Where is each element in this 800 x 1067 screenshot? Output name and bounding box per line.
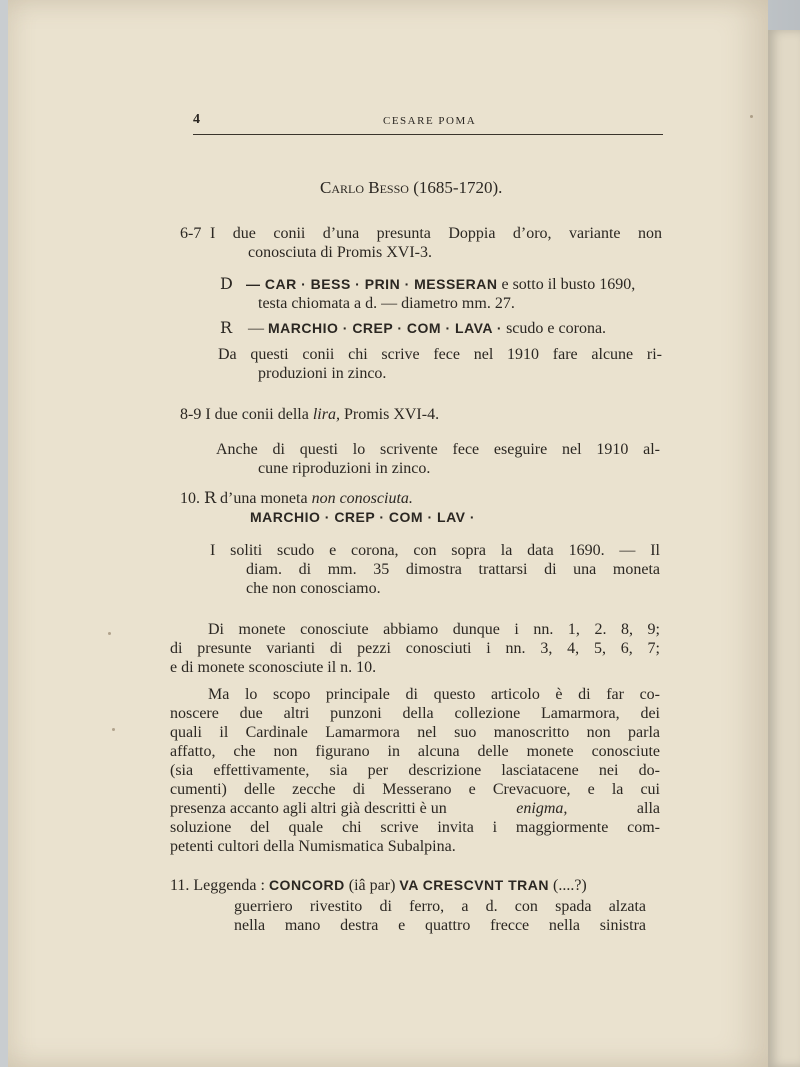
reverse-legend: — MARCHIO · CREP · COM · LAVA · scudo e corona. xyxy=(248,320,607,337)
note-10-line1: I soliti scudo e corona, con sopra la data 1690. — Il xyxy=(210,542,660,559)
entry-6-7-line2: conosciuta di Promis XVI-3. xyxy=(248,244,432,261)
obverse-symbol: D xyxy=(220,274,233,293)
note-10-line2: diam. di mm. 35 dimostra trattarsi di una moneta xyxy=(246,561,660,578)
entry-6-7-num: 6-7 xyxy=(180,225,202,242)
para2-line5: (sia effettivamente, sia per descrizione lasciatacene nei do- xyxy=(170,762,660,779)
obverse-legend-line1: — CAR · BESS · PRIN · MESSERAN e sotto il busto 1690, xyxy=(246,276,636,293)
note-zinc-line2: produzioni in zinco. xyxy=(258,365,387,382)
para2-line2: noscere due altri punzoni della collezione Lamarmora, dei xyxy=(170,705,660,722)
facing-page-edge xyxy=(768,30,800,1067)
para2-line4: affatto, che non figurano in alcuna delle monete conosciute xyxy=(170,743,660,760)
page-number: 4 xyxy=(193,112,200,127)
para1-line3: e di monete sconosciute il n. 10. xyxy=(170,659,377,676)
note-zinc-line1: Da questi conii chi scrive fece nel 1910 fare alcune ri- xyxy=(218,346,662,363)
entry-8-9: 8-9 I due conii della lira, Promis XVI-4. xyxy=(180,406,440,423)
para2-line8: soluzione del quale chi scrive invita i maggiormente com- xyxy=(170,819,660,836)
para2-line9: petenti cultori della Numismatica Subalpina. xyxy=(170,838,456,855)
entry-11-line2: guerriero rivestito di ferro, a d. con spada alzata xyxy=(234,898,646,915)
running-head: CESARE POMA xyxy=(383,115,477,127)
entry-10: 10. R d’una moneta non conosciuta. xyxy=(180,488,413,507)
note-8-9-line2: cune riproduzioni in zinco. xyxy=(258,460,431,477)
reverse-symbol: R xyxy=(220,318,233,337)
para1-line1: Di monete conosciute abbiamo dunque i nn. 1, 2. 8, 9; xyxy=(208,621,660,638)
section-title: Carlo Besso (1685-1720). xyxy=(320,178,503,197)
obverse-legend-line2: testa chiomata a d. — diametro mm. 27. xyxy=(258,295,515,312)
para2-line1: Ma lo scopo principale di questo articolo è di far co- xyxy=(208,686,660,703)
para2-line6: cumenti) delle zecche di Messerano e Crevacuore, e la cui xyxy=(170,781,660,798)
para1-line2: di presunte varianti di pezzi conosciuti i nn. 3, 4, 5, 6, 7; xyxy=(170,640,660,657)
note-10-line3: che non conosciamo. xyxy=(246,580,381,597)
book-page xyxy=(8,0,768,1067)
paper-speck xyxy=(750,115,753,118)
page-header xyxy=(193,112,663,135)
para2-line3: quali il Cardinale Lamarmora nel suo manoscritto non parla xyxy=(170,724,660,741)
para2-line7: presenza accanto agli altri già descritti è un enigma, alla xyxy=(170,800,660,817)
paper-speck xyxy=(112,728,115,731)
entry-11-line1: 11. Leggenda : CONCORD (iâ par) VA CRESCVNT TRAN (....?) xyxy=(170,877,587,894)
entry-11-line3: nella mano destra e quattro frecce nella sinistra xyxy=(234,917,646,934)
entry-6-7-line1: I due conii d’una presunta Doppia d’oro, variante non xyxy=(210,225,662,242)
entry-10-legend: MARCHIO · CREP · COM · LAV · xyxy=(250,509,476,525)
paper-speck xyxy=(108,632,111,635)
note-8-9-line1: Anche di questi lo scrivente fece eseguire nel 1910 al- xyxy=(216,441,660,458)
